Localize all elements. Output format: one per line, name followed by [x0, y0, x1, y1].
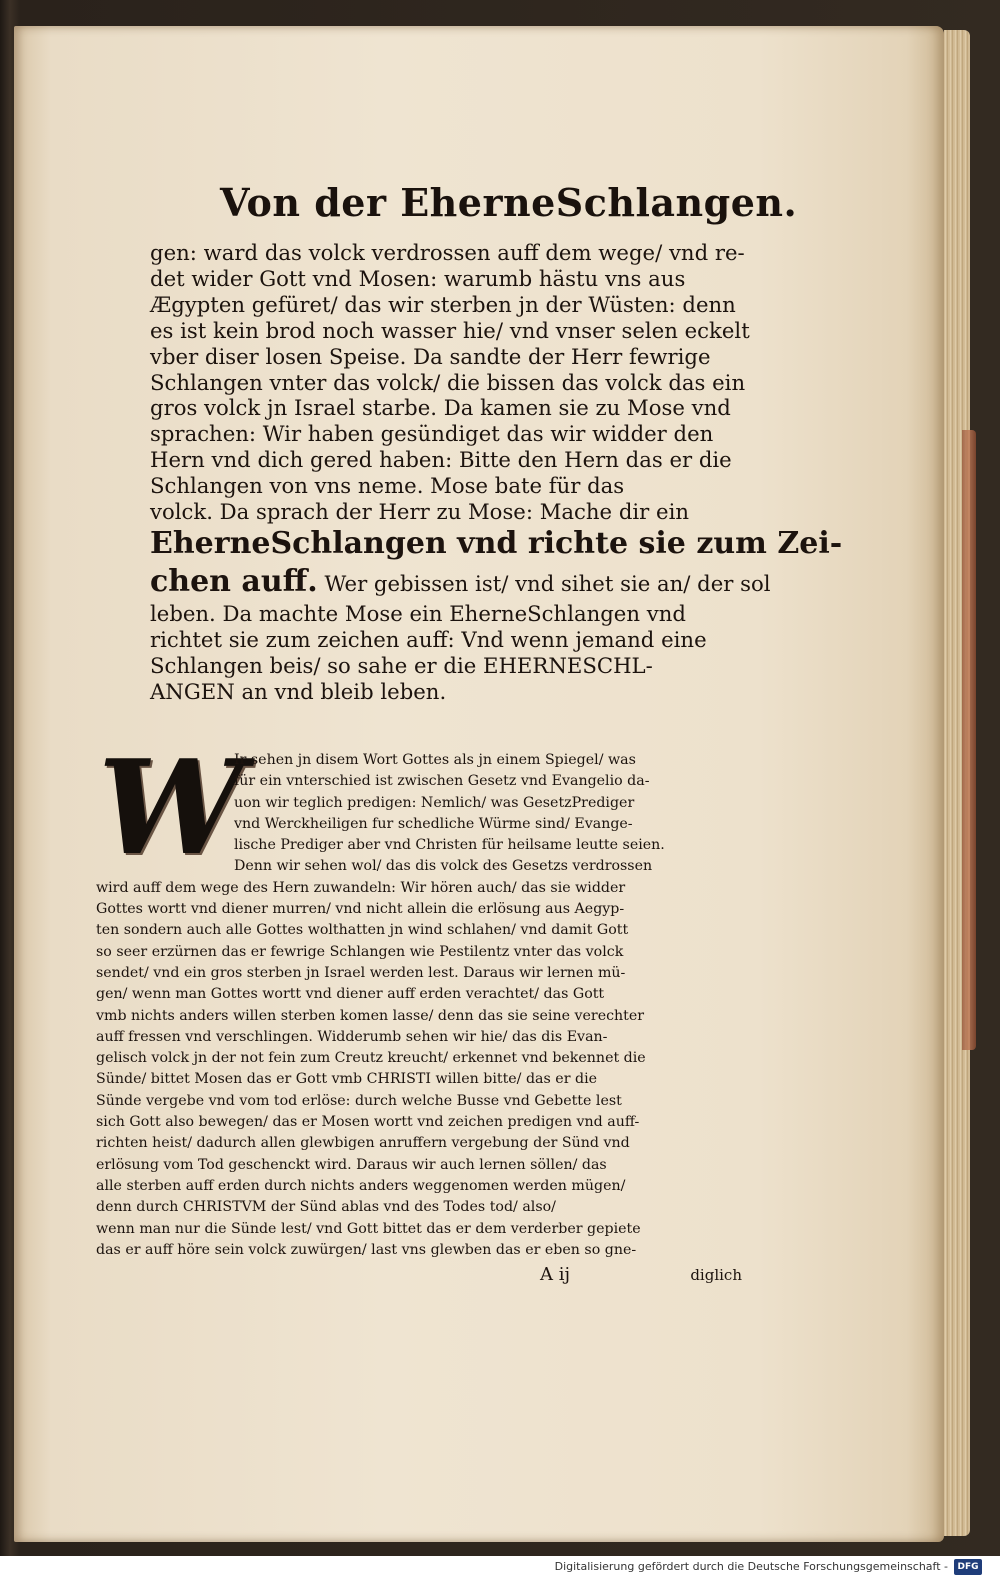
text-line: Wer gebissen ist/ vnd sihet sie an/ der sol — [317, 570, 771, 596]
text-line: vnd Werckheiligen fur schedliche Würme sind/ Evange- — [234, 815, 633, 832]
text-line: erlösung vom Tod geschenckt wird. Daraus wir auch lernen söllen/ das — [96, 1156, 607, 1173]
text-line: Sünde/ bittet Mosen das er Gott vmb CHRISTI willen bitte/ das er die — [96, 1071, 598, 1088]
text-line: Schlangen beis/ so sahe er die EHERNESCHL- — [150, 652, 653, 678]
footer-credit: Digitalisierung gefördert durch die Deutsche Forschungsgemeinschaft - — [554, 1560, 948, 1573]
text-line: vber diser losen Speise. Da sandte der Herr fewrige — [150, 343, 711, 369]
text-line: ten sondern auch alle Gottes wolthatten jn wind schlahen/ vnd damit Gott — [96, 922, 629, 939]
footer-bar — [0, 1556, 1000, 1580]
text-line: Schlangen von vns neme. Mose bate für das — [150, 473, 625, 499]
text-line: Ægypten gefüret/ das wir sterben jn der Wüsten: denn — [150, 291, 736, 317]
text-line: lische Prediger aber vnd Christen für heilsame leutte seien. — [234, 837, 665, 854]
text-line: sprachen: Wir haben gesündiget das wir widder den — [150, 421, 714, 447]
main-text-block — [150, 240, 843, 705]
text-line: Sünde vergebe vnd vom tod erlöse: durch welche Busse vnd Gebette lest — [96, 1092, 622, 1109]
text-line: sich Gott also bewegen/ das er Mosen wortt vnd zeichen predigen vnd auff- — [96, 1114, 640, 1131]
text-line: gelisch volck jn der not fein zum Creutz kreucht/ erkennet vnd bekennet die — [96, 1050, 646, 1067]
text-line: ANGEN an vnd bleib leben. — [150, 678, 447, 704]
text-line: so seer erzürnen das er fewrige Schlangen wie Pestilentz vnter das volck — [96, 943, 624, 960]
text-line-large: EherneSchlangen vnd richte sie zum Zei- — [150, 525, 843, 561]
decorated-initial: W — [98, 731, 244, 884]
text-line: gen/ wenn man Gottes wortt vnd diener auff erden verachtet/ das Gott — [96, 986, 605, 1003]
catchword: diglich — [690, 1266, 742, 1284]
text-line: wenn man nur die Sünde lest/ vnd Gott bittet das er dem verderber gepiete — [96, 1220, 641, 1237]
text-line: alle sterben auff erden durch nichts anders weggenomen werden mügen/ — [96, 1177, 626, 1194]
text-line: leben. Da machte Mose ein EherneSchlangen vnd — [150, 600, 686, 626]
text-line: sendet/ vnd ein gros sterben jn Israel werden lest. Daraus wir lernen mü- — [96, 964, 626, 981]
text-line: Schlangen vnter das volck/ die bissen das volck das ein — [150, 369, 746, 395]
text-line: Hern vnd dich gered haben: Bitte den Hern das er die — [150, 447, 732, 473]
text-line: uon wir teglich predigen: Nemlich/ was GesetzPrediger — [234, 794, 635, 811]
text-line: Denn wir sehen wol/ das dis volck des Gesetzs verdrossen — [234, 858, 653, 875]
text-line: auff fressen vnd verschlingen. Widderumb sehen wir hie/ das dis Evan- — [96, 1028, 608, 1045]
text-line: gen: ward das volck verdrossen auff dem wege/ vnd re- — [150, 240, 745, 265]
commentary-text-block — [96, 731, 738, 1261]
page-edges-red — [962, 430, 976, 1050]
text-line: das er auff höre sein volck zuwürgen/ last vns glewben das er eben so gne- — [96, 1241, 637, 1258]
text-line: Gottes wortt vnd diener murren/ vnd nicht allein die erlösung aus Aegyp- — [96, 901, 625, 918]
dfg-logo: DFG — [954, 1559, 982, 1575]
text-line: für ein vnterschied ist zwischen Gesetz vnd Evangelio da- — [234, 773, 650, 790]
text-line: vmb nichts anders willen sterben komen lasse/ denn das sie seine verechter — [96, 1007, 645, 1024]
signature-mark: A ij — [540, 1264, 571, 1285]
text-line: gros volck jn Israel starbe. Da kamen sie zu Mose vnd — [150, 395, 731, 421]
text-line: det wider Gott vnd Mosen: warumb hästu vns aus — [150, 265, 686, 291]
text-line: es ist kein brod noch wasser hie/ vnd vnser selen eckelt — [150, 317, 750, 343]
text-line: volck. Da sprach der Herr zu Mose: Mache dir ein — [150, 499, 689, 525]
text-line: richtet sie zum zeichen auff: Vnd wenn jemand eine — [150, 626, 707, 652]
text-line-large: chen auff. — [150, 563, 318, 599]
text-line: Ir sehen jn disem Wort Gottes als jn einem Spiegel/ was — [234, 752, 636, 768]
text-line: wird auff dem wege des Hern zuwandeln: Wir hören auch/ das sie widder — [96, 879, 626, 896]
page-heading: Von der EherneSchlangen. — [220, 180, 798, 225]
text-line: denn durch CHRISTVM der Sünd ablas vnd des Todes tod/ also/ — [96, 1199, 556, 1216]
text-line: richten heist/ dadurch allen glewbigen anruffern vergebung der Sünd vnd — [96, 1135, 630, 1152]
